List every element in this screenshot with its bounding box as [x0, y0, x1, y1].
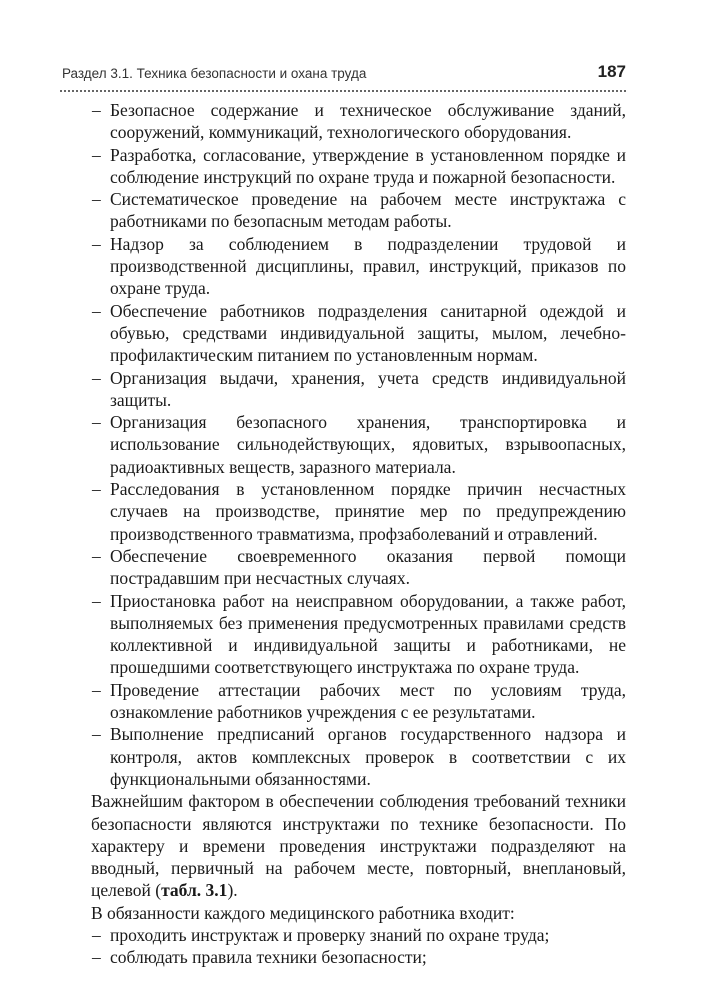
dash-marker: –: [92, 412, 101, 433]
list-item: [92, 411, 626, 478]
dash-marker: –: [92, 590, 101, 611]
dash-marker: –: [92, 947, 101, 968]
paragraph-text: Важнейшим фактором в обеспечении соблюдения требований техники безопасности являются инструктажи по технике безопасности. По характеру и времени проведения инструктажи подразделяют на вводный, первичный на рабочем месте, повторный, внеплановый, целевой (: [91, 791, 626, 901]
list-item: [92, 545, 626, 590]
list-item-text: Организация выдачи, хранения, учета средств индивидуальной защиты.: [110, 367, 626, 410]
dash-marker: –: [92, 679, 101, 700]
list-item: [92, 723, 626, 790]
duties-intro: В обязанности каждого медицинского работника входит:: [91, 902, 515, 923]
dash-marker: –: [92, 189, 101, 210]
list-item-text: проходить инструктаж и проверку знаний по охране труда;: [110, 924, 550, 945]
dash-marker: –: [92, 545, 101, 566]
list-item-text: Систематическое проведение на рабочем месте инструктажа с работниками по безопасным методам работы.: [110, 189, 626, 232]
list-item-text: Обеспечение своевременного оказания первой помощи пострадавшим при несчастных случаях.: [110, 545, 626, 589]
list-item: [92, 367, 626, 412]
list-item-text: Проведение аттестации рабочих мест по условиям труда, ознакомление работников учреждения с ее результатами.: [110, 679, 626, 723]
list-item-text: Организация безопасного хранения, транспортировка и использование сильнодействующих, ядовитых, взрывоопасных, радиоактивных веществ, заразного материала.: [110, 412, 626, 477]
body-text: [92, 99, 626, 969]
dash-marker: –: [92, 367, 101, 388]
list-item: [92, 144, 626, 189]
dash-marker: –: [92, 724, 101, 745]
list-item: [92, 478, 626, 545]
list-item-text: Разработка, согласование, утверждение в установленном порядке и соблюдение инструкций по охране труда и пожарной безопасности.: [110, 144, 626, 187]
page-number: 187: [597, 62, 626, 81]
list-item: [92, 99, 626, 144]
list-item: [92, 300, 626, 367]
list-item: [92, 188, 626, 233]
section-title: Раздел 3.1. Техника безопасности и охана труда: [62, 66, 367, 81]
list-item-text: Безопасное содержание и техническое обслуживание зданий, сооружений, коммуникаций, технологического оборудования.: [110, 100, 626, 143]
list-item-text: Надзор за соблюдением в подразделении трудовой и производственной дисциплины, правил, инструкций, приказов по охране труда.: [110, 233, 626, 299]
duties-list: [92, 924, 626, 969]
instruction-paragraph: [91, 790, 626, 901]
dash-marker: –: [92, 300, 101, 321]
responsibilities-list: [92, 99, 626, 790]
list-item-text: Расследования в установленном порядке причин несчастных случаев на производстве, принятие мер по предупреждению производственного травматизма, профзаболеваний и отравлений.: [110, 479, 626, 544]
list-item: [92, 233, 626, 300]
list-item-text: Выполнение предписаний органов государственного надзора и контроля, актов комплексных проверок в соответствии с их функциональными обязанностями.: [110, 724, 626, 789]
running-header: [60, 62, 626, 88]
list-item-text: соблюдать правила техники безопасности;: [110, 947, 427, 968]
header-divider: [60, 90, 626, 92]
table-reference-link[interactable]: табл. 3.1: [161, 880, 228, 901]
list-item-text: Обеспечение работников подразделения санитарной одеждой и обувью, средствами индивидуальной защиты, мылом, лечебно-профилактическим питанием по установленным нормам.: [110, 300, 626, 366]
dash-marker: –: [92, 479, 101, 500]
list-item: [92, 679, 626, 724]
dash-marker: –: [92, 144, 101, 165]
list-item: [92, 924, 626, 946]
dash-marker: –: [92, 924, 101, 945]
dash-marker: –: [92, 100, 101, 120]
list-item: [92, 946, 626, 968]
list-item: [92, 590, 626, 679]
list-item-text: Приостановка работ на неисправном оборудовании, а также работ, выполняемых без применения предусмотренных правилами средств коллективной и индивидуальной защиты и работниками, не прошедшими соответствующего инструктажа по охране труда.: [110, 590, 626, 678]
paragraph-suffix: ).: [227, 880, 238, 901]
dash-marker: –: [92, 233, 101, 254]
